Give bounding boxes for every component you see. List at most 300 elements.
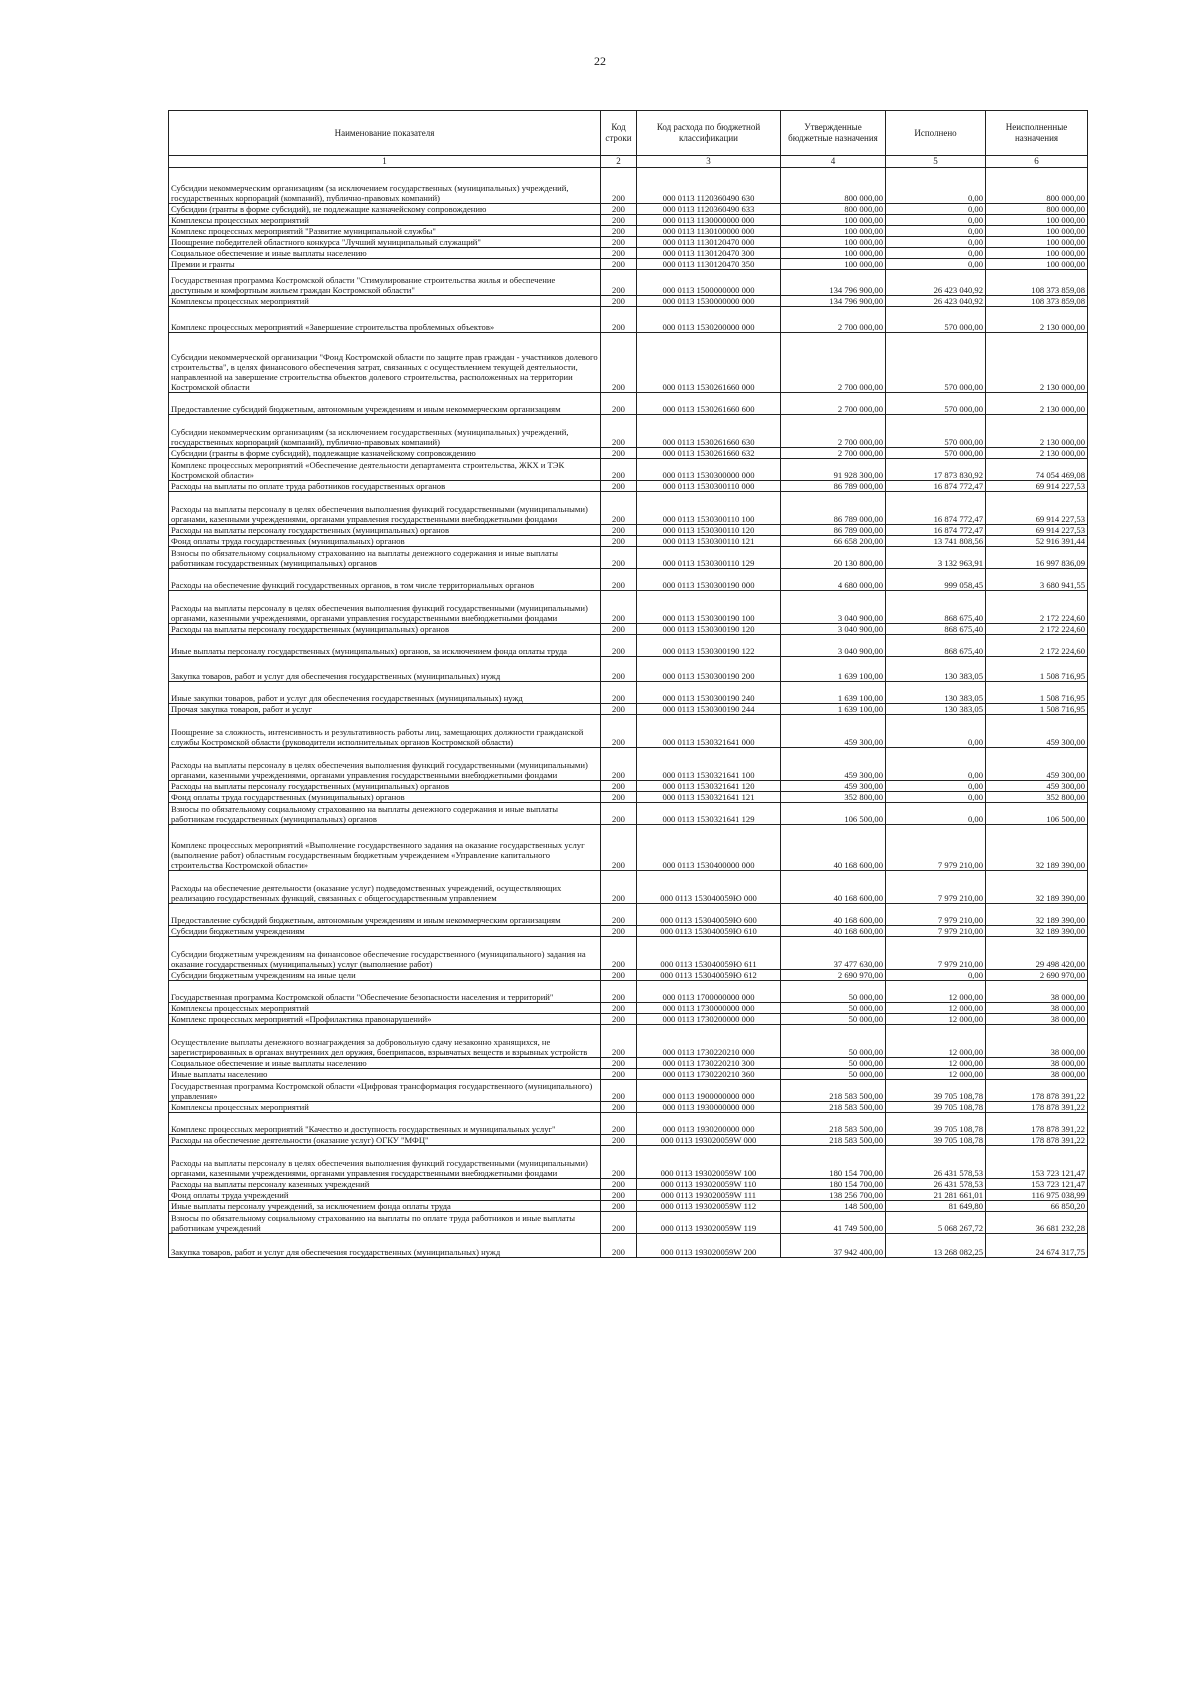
row-budget-code: 000 0113 1530261660 600 bbox=[637, 393, 781, 415]
row-approved-amount: 459 300,00 bbox=[781, 748, 886, 781]
row-unexecuted-amount: 800 000,00 bbox=[986, 204, 1088, 215]
row-approved-amount: 148 500,00 bbox=[781, 1201, 886, 1212]
row-unexecuted-amount: 106 500,00 bbox=[986, 803, 1088, 825]
table-row bbox=[169, 248, 1088, 259]
table-row bbox=[169, 448, 1088, 459]
row-unexecuted-amount: 2 130 000,00 bbox=[986, 448, 1088, 459]
row-line-code: 200 bbox=[601, 270, 637, 296]
row-line-code: 200 bbox=[601, 1025, 637, 1058]
row-approved-amount: 86 789 000,00 bbox=[781, 481, 886, 492]
row-approved-amount: 41 749 500,00 bbox=[781, 1212, 886, 1234]
row-approved-amount: 180 154 700,00 bbox=[781, 1179, 886, 1190]
row-approved-amount: 2 700 000,00 bbox=[781, 393, 886, 415]
row-budget-code: 000 0113 1730220210 360 bbox=[637, 1069, 781, 1080]
row-unexecuted-amount: 2 130 000,00 bbox=[986, 393, 1088, 415]
table-row bbox=[169, 682, 1088, 704]
row-line-code: 200 bbox=[601, 657, 637, 682]
row-line-code: 200 bbox=[601, 1102, 637, 1113]
table-header-row bbox=[169, 111, 1088, 156]
table-row bbox=[169, 393, 1088, 415]
row-unexecuted-amount: 38 000,00 bbox=[986, 1025, 1088, 1058]
table-row bbox=[169, 1025, 1088, 1058]
row-line-code: 200 bbox=[601, 803, 637, 825]
row-name-cell: Осуществление выплаты денежного вознаграждения за добровольную сдачу незаконно хранящихся, не зарегистрированных в органах внутренних дел оружия, боеприпасов, взрывчатых веществ и взрывных устройств bbox=[169, 1025, 601, 1058]
row-approved-amount: 40 168 600,00 bbox=[781, 926, 886, 937]
row-name-cell: Комплекс процессных мероприятий «Выполнение государственного задания на оказание государственных услуг (выполнение работ) областным государственным бюджетным учреждением «Управление капитального строительства Костромской области» bbox=[169, 825, 601, 871]
table-row bbox=[169, 415, 1088, 448]
table-row bbox=[169, 624, 1088, 635]
row-name-cell: Комплекс процессных мероприятий «Обеспечение деятельности департамента строительства, ЖКХ и ТЭК Костромской области» bbox=[169, 459, 601, 481]
row-executed-amount: 12 000,00 bbox=[886, 1003, 986, 1014]
row-budget-code: 000 0113 1530300190 120 bbox=[637, 624, 781, 635]
table-row bbox=[169, 981, 1088, 1003]
row-executed-amount: 16 874 772,47 bbox=[886, 492, 986, 525]
row-unexecuted-amount: 352 800,00 bbox=[986, 792, 1088, 803]
table-row bbox=[169, 296, 1088, 307]
row-line-code: 200 bbox=[601, 1179, 637, 1190]
row-unexecuted-amount: 153 723 121,47 bbox=[986, 1146, 1088, 1179]
row-unexecuted-amount: 32 189 390,00 bbox=[986, 825, 1088, 871]
table-row bbox=[169, 536, 1088, 547]
row-unexecuted-amount: 100 000,00 bbox=[986, 237, 1088, 248]
row-budget-code: 000 0113 1730220210 300 bbox=[637, 1058, 781, 1069]
table-row bbox=[169, 168, 1088, 204]
column-number: 2 bbox=[601, 156, 637, 168]
row-line-code: 200 bbox=[601, 448, 637, 459]
row-budget-code: 000 0113 153040059Ю 000 bbox=[637, 871, 781, 904]
row-unexecuted-amount: 459 300,00 bbox=[986, 781, 1088, 792]
row-unexecuted-amount: 800 000,00 bbox=[986, 168, 1088, 204]
row-approved-amount: 1 639 100,00 bbox=[781, 657, 886, 682]
row-budget-code: 000 0113 1530300000 000 bbox=[637, 459, 781, 481]
row-approved-amount: 40 168 600,00 bbox=[781, 825, 886, 871]
row-approved-amount: 86 789 000,00 bbox=[781, 525, 886, 536]
row-name-cell: Премии и гранты bbox=[169, 259, 601, 270]
row-approved-amount: 50 000,00 bbox=[781, 1025, 886, 1058]
table-row bbox=[169, 926, 1088, 937]
row-line-code: 200 bbox=[601, 981, 637, 1003]
row-executed-amount: 570 000,00 bbox=[886, 307, 986, 333]
row-unexecuted-amount: 100 000,00 bbox=[986, 248, 1088, 259]
row-name-cell: Взносы по обязательному социальному страхованию на выплаты по оплате труда работников и иные выплаты работникам учреждений bbox=[169, 1212, 601, 1234]
table-row bbox=[169, 1212, 1088, 1234]
table-row bbox=[169, 937, 1088, 970]
row-line-code: 200 bbox=[601, 226, 637, 237]
row-executed-amount: 39 705 108,78 bbox=[886, 1080, 986, 1102]
row-line-code: 200 bbox=[601, 591, 637, 624]
row-name-cell: Субсидии некоммерческим организациям (за исключением государственных (муниципальных) учреждений, государственных корпораций (компаний), публично-правовых компаний) bbox=[169, 168, 601, 204]
row-executed-amount: 26 423 040,92 bbox=[886, 270, 986, 296]
row-budget-code: 000 0113 1130100000 000 bbox=[637, 226, 781, 237]
row-line-code: 200 bbox=[601, 307, 637, 333]
row-unexecuted-amount: 3 680 941,55 bbox=[986, 569, 1088, 591]
row-name-cell: Поощрение победителей областного конкурса "Лучший муниципальный служащий" bbox=[169, 237, 601, 248]
row-name-cell: Государственная программа Костромской области "Стимулирование строительства жилья и обеспечение доступным и комфортным жильем граждан Костромской области" bbox=[169, 270, 601, 296]
row-approved-amount: 3 040 900,00 bbox=[781, 624, 886, 635]
table-row bbox=[169, 547, 1088, 569]
row-budget-code: 000 0113 1530300190 100 bbox=[637, 591, 781, 624]
row-approved-amount: 352 800,00 bbox=[781, 792, 886, 803]
table-row bbox=[169, 970, 1088, 981]
row-line-code: 200 bbox=[601, 237, 637, 248]
row-approved-amount: 2 700 000,00 bbox=[781, 307, 886, 333]
row-approved-amount: 50 000,00 bbox=[781, 981, 886, 1003]
row-budget-code: 000 0113 193020059W 112 bbox=[637, 1201, 781, 1212]
row-unexecuted-amount: 459 300,00 bbox=[986, 715, 1088, 748]
row-executed-amount: 12 000,00 bbox=[886, 981, 986, 1003]
row-executed-amount: 13 268 082,25 bbox=[886, 1234, 986, 1258]
table-row bbox=[169, 215, 1088, 226]
row-budget-code: 000 0113 1130120470 350 bbox=[637, 259, 781, 270]
row-name-cell: Расходы на выплаты персоналу государственных (муниципальных) органов bbox=[169, 624, 601, 635]
table-row bbox=[169, 525, 1088, 536]
row-approved-amount: 50 000,00 bbox=[781, 1003, 886, 1014]
row-name-cell: Комплекс процессных мероприятий "Качество и доступность государственных и муниципальных услуг" bbox=[169, 1113, 601, 1135]
row-name-cell: Расходы на обеспечение деятельности (оказание услуг) ОГКУ "МФЦ" bbox=[169, 1135, 601, 1146]
row-budget-code: 000 0113 1530300110 121 bbox=[637, 536, 781, 547]
row-approved-amount: 218 583 500,00 bbox=[781, 1080, 886, 1102]
row-approved-amount: 100 000,00 bbox=[781, 226, 886, 237]
row-name-cell: Расходы на обеспечение функций государственных органов, в том числе территориальных органов bbox=[169, 569, 601, 591]
header-name: Наименование показателя bbox=[169, 111, 601, 156]
row-name-cell: Фонд оплаты труда учреждений bbox=[169, 1190, 601, 1201]
table-row bbox=[169, 569, 1088, 591]
table-row bbox=[169, 748, 1088, 781]
row-name-cell: Комплексы процессных мероприятий bbox=[169, 296, 601, 307]
row-unexecuted-amount: 2 172 224,60 bbox=[986, 624, 1088, 635]
row-unexecuted-amount: 36 681 232,28 bbox=[986, 1212, 1088, 1234]
table-row bbox=[169, 1102, 1088, 1113]
row-executed-amount: 0,00 bbox=[886, 259, 986, 270]
table-row bbox=[169, 481, 1088, 492]
budget-execution-table bbox=[168, 110, 1088, 1258]
row-unexecuted-amount: 2 130 000,00 bbox=[986, 333, 1088, 393]
table-body bbox=[169, 168, 1088, 1258]
row-unexecuted-amount: 1 508 716,95 bbox=[986, 704, 1088, 715]
table-row bbox=[169, 1135, 1088, 1146]
row-unexecuted-amount: 2 690 970,00 bbox=[986, 970, 1088, 981]
table-row bbox=[169, 704, 1088, 715]
row-approved-amount: 40 168 600,00 bbox=[781, 871, 886, 904]
row-line-code: 200 bbox=[601, 333, 637, 393]
row-budget-code: 000 0113 1530321641 129 bbox=[637, 803, 781, 825]
row-budget-code: 000 0113 1530261660 632 bbox=[637, 448, 781, 459]
row-budget-code: 000 0113 153040059Ю 610 bbox=[637, 926, 781, 937]
row-name-cell: Комплекс процессных мероприятий "Развитие муниципальной службы" bbox=[169, 226, 601, 237]
row-unexecuted-amount: 66 850,20 bbox=[986, 1201, 1088, 1212]
header-line-code: Код строки bbox=[601, 111, 637, 156]
page-number: 22 bbox=[594, 54, 606, 68]
row-executed-amount: 130 383,05 bbox=[886, 657, 986, 682]
row-name-cell: Социальное обеспечение и иные выплаты населению bbox=[169, 1058, 601, 1069]
row-line-code: 200 bbox=[601, 1135, 637, 1146]
table-row bbox=[169, 1234, 1088, 1258]
row-line-code: 200 bbox=[601, 1058, 637, 1069]
row-unexecuted-amount: 52 916 391,44 bbox=[986, 536, 1088, 547]
row-name-cell: Закупка товаров, работ и услуг для обеспечения государственных (муниципальных) нужд bbox=[169, 1234, 601, 1258]
row-budget-code: 000 0113 1730220210 000 bbox=[637, 1025, 781, 1058]
row-executed-amount: 7 979 210,00 bbox=[886, 937, 986, 970]
row-executed-amount: 570 000,00 bbox=[886, 333, 986, 393]
row-name-cell: Комплекс процессных мероприятий «Профилактика правонарушений» bbox=[169, 1014, 601, 1025]
table-row bbox=[169, 1201, 1088, 1212]
row-name-cell: Субсидии (гранты в форме субсидий), подлежащие казначейскому сопровождению bbox=[169, 448, 601, 459]
row-line-code: 200 bbox=[601, 215, 637, 226]
row-name-cell: Иные выплаты населению bbox=[169, 1069, 601, 1080]
row-approved-amount: 1 639 100,00 bbox=[781, 704, 886, 715]
row-line-code: 200 bbox=[601, 825, 637, 871]
row-line-code: 200 bbox=[601, 635, 637, 657]
row-executed-amount: 81 649,80 bbox=[886, 1201, 986, 1212]
row-executed-amount: 7 979 210,00 bbox=[886, 926, 986, 937]
row-budget-code: 000 0113 1730000000 000 bbox=[637, 1003, 781, 1014]
row-budget-code: 000 0113 1530321641 121 bbox=[637, 792, 781, 803]
row-approved-amount: 4 680 000,00 bbox=[781, 569, 886, 591]
row-budget-code: 000 0113 1530300190 200 bbox=[637, 657, 781, 682]
column-number: 3 bbox=[637, 156, 781, 168]
table-row bbox=[169, 307, 1088, 333]
row-budget-code: 000 0113 1530321641 100 bbox=[637, 748, 781, 781]
row-executed-amount: 39 705 108,78 bbox=[886, 1135, 986, 1146]
row-budget-code: 000 0113 153040059Ю 600 bbox=[637, 904, 781, 926]
row-approved-amount: 2 700 000,00 bbox=[781, 333, 886, 393]
row-name-cell: Субсидии бюджетным учреждениям на иные цели bbox=[169, 970, 601, 981]
table-row bbox=[169, 226, 1088, 237]
column-number: 5 bbox=[886, 156, 986, 168]
row-unexecuted-amount: 116 975 038,99 bbox=[986, 1190, 1088, 1201]
header-executed: Исполнено bbox=[886, 111, 986, 156]
row-unexecuted-amount: 178 878 391,22 bbox=[986, 1113, 1088, 1135]
row-name-cell: Расходы на выплаты персоналу в целях обеспечения выполнения функций государственными (муниципальными) органами, казенными учреждениями, органами управления государственными внебюджетными фондами bbox=[169, 1146, 601, 1179]
row-approved-amount: 218 583 500,00 bbox=[781, 1135, 886, 1146]
table-row bbox=[169, 204, 1088, 215]
row-line-code: 200 bbox=[601, 481, 637, 492]
row-executed-amount: 0,00 bbox=[886, 215, 986, 226]
row-executed-amount: 12 000,00 bbox=[886, 1069, 986, 1080]
row-unexecuted-amount: 153 723 121,47 bbox=[986, 1179, 1088, 1190]
column-number-row bbox=[169, 156, 1088, 168]
row-budget-code: 000 0113 1530321641 000 bbox=[637, 715, 781, 748]
column-number: 4 bbox=[781, 156, 886, 168]
row-name-cell: Субсидии некоммерческой организации "Фонд Костромской области по защите прав граждан - участников долевого строительства", в целях финансового обеспечения затрат, связанных с осуществлением текущей деятельности, направленной на завершение строительства объектов долевого строительства, расположенных на территории Костромской области bbox=[169, 333, 601, 393]
row-unexecuted-amount: 29 498 420,00 bbox=[986, 937, 1088, 970]
table-row bbox=[169, 237, 1088, 248]
row-executed-amount: 0,00 bbox=[886, 168, 986, 204]
row-line-code: 200 bbox=[601, 1201, 637, 1212]
row-executed-amount: 7 979 210,00 bbox=[886, 871, 986, 904]
row-approved-amount: 50 000,00 bbox=[781, 1058, 886, 1069]
row-line-code: 200 bbox=[601, 1014, 637, 1025]
row-name-cell: Субсидии (гранты в форме субсидий), не подлежащие казначейскому сопровождению bbox=[169, 204, 601, 215]
row-name-cell: Прочая закупка товаров, работ и услуг bbox=[169, 704, 601, 715]
row-unexecuted-amount: 38 000,00 bbox=[986, 981, 1088, 1003]
row-line-code: 200 bbox=[601, 525, 637, 536]
row-approved-amount: 106 500,00 bbox=[781, 803, 886, 825]
table-row bbox=[169, 333, 1088, 393]
row-budget-code: 000 0113 1530300190 244 bbox=[637, 704, 781, 715]
row-approved-amount: 100 000,00 bbox=[781, 259, 886, 270]
row-name-cell: Расходы на выплаты персоналу государственных (муниципальных) органов bbox=[169, 781, 601, 792]
row-line-code: 200 bbox=[601, 970, 637, 981]
row-approved-amount: 50 000,00 bbox=[781, 1069, 886, 1080]
row-budget-code: 000 0113 193020059W 110 bbox=[637, 1179, 781, 1190]
row-name-cell: Поощрение за сложность, интенсивность и результативность работы лиц, замещающих должности гражданской службы Костромской области (руководители исполнительных органов Костромской области) bbox=[169, 715, 601, 748]
row-line-code: 200 bbox=[601, 937, 637, 970]
row-approved-amount: 100 000,00 bbox=[781, 248, 886, 259]
row-unexecuted-amount: 178 878 391,22 bbox=[986, 1135, 1088, 1146]
row-executed-amount: 570 000,00 bbox=[886, 393, 986, 415]
row-executed-amount: 12 000,00 bbox=[886, 1025, 986, 1058]
table-row bbox=[169, 635, 1088, 657]
table-row bbox=[169, 781, 1088, 792]
row-executed-amount: 26 431 578,53 bbox=[886, 1146, 986, 1179]
row-approved-amount: 100 000,00 bbox=[781, 215, 886, 226]
row-budget-code: 000 0113 1530300190 122 bbox=[637, 635, 781, 657]
row-line-code: 200 bbox=[601, 1146, 637, 1179]
row-unexecuted-amount: 16 997 836,09 bbox=[986, 547, 1088, 569]
row-unexecuted-amount: 459 300,00 bbox=[986, 748, 1088, 781]
row-budget-code: 000 0113 1500000000 000 bbox=[637, 270, 781, 296]
row-name-cell: Взносы по обязательному социальному страхованию на выплаты денежного содержания и иные выплаты работникам государственных (муниципальных) органов bbox=[169, 803, 601, 825]
table-row bbox=[169, 591, 1088, 624]
row-approved-amount: 50 000,00 bbox=[781, 1014, 886, 1025]
row-unexecuted-amount: 38 000,00 bbox=[986, 1069, 1088, 1080]
row-line-code: 200 bbox=[601, 781, 637, 792]
row-approved-amount: 66 658 200,00 bbox=[781, 536, 886, 547]
row-budget-code: 000 0113 1730200000 000 bbox=[637, 1014, 781, 1025]
table-row bbox=[169, 1069, 1088, 1080]
table-row bbox=[169, 825, 1088, 871]
row-name-cell: Расходы на выплаты персоналу казенных учреждений bbox=[169, 1179, 601, 1190]
row-approved-amount: 218 583 500,00 bbox=[781, 1113, 886, 1135]
row-name-cell: Расходы на выплаты по оплате труда работников государственных органов bbox=[169, 481, 601, 492]
table-row bbox=[169, 1146, 1088, 1179]
row-name-cell: Субсидии бюджетным учреждениям на финансовое обеспечение государственного (муниципального) задания на оказание государственных (муниципальных) услуг (выполнение работ) bbox=[169, 937, 601, 970]
row-budget-code: 000 0113 1120360490 630 bbox=[637, 168, 781, 204]
row-unexecuted-amount: 69 914 227,53 bbox=[986, 525, 1088, 536]
table-row bbox=[169, 803, 1088, 825]
row-line-code: 200 bbox=[601, 704, 637, 715]
row-unexecuted-amount: 1 508 716,95 bbox=[986, 657, 1088, 682]
row-unexecuted-amount: 1 508 716,95 bbox=[986, 682, 1088, 704]
table-row bbox=[169, 270, 1088, 296]
row-approved-amount: 40 168 600,00 bbox=[781, 904, 886, 926]
row-approved-amount: 459 300,00 bbox=[781, 781, 886, 792]
row-approved-amount: 2 700 000,00 bbox=[781, 415, 886, 448]
row-unexecuted-amount: 108 373 859,08 bbox=[986, 296, 1088, 307]
row-executed-amount: 868 675,40 bbox=[886, 635, 986, 657]
row-budget-code: 000 0113 1130120470 300 bbox=[637, 248, 781, 259]
header-approved: Утвержденные бюджетные назначения bbox=[781, 111, 886, 156]
header-unexecuted: Неисполненные назначения bbox=[986, 111, 1088, 156]
row-name-cell: Социальное обеспечение и иные выплаты населению bbox=[169, 248, 601, 259]
row-executed-amount: 0,00 bbox=[886, 715, 986, 748]
table-row bbox=[169, 1179, 1088, 1190]
row-name-cell: Расходы на выплаты персоналу в целях обеспечения выполнения функций государственными (муниципальными) органами, казенными учреждениями, органами управления государственными внебюджетными фондами bbox=[169, 492, 601, 525]
row-line-code: 200 bbox=[601, 682, 637, 704]
table-row bbox=[169, 871, 1088, 904]
row-unexecuted-amount: 69 914 227,53 bbox=[986, 481, 1088, 492]
row-budget-code: 000 0113 1530300190 000 bbox=[637, 569, 781, 591]
row-name-cell: Субсидии некоммерческим организациям (за исключением государственных (муниципальных) учреждений, государственных корпораций (компаний), публично-правовых компаний) bbox=[169, 415, 601, 448]
row-executed-amount: 0,00 bbox=[886, 803, 986, 825]
row-line-code: 200 bbox=[601, 871, 637, 904]
row-executed-amount: 7 979 210,00 bbox=[886, 825, 986, 871]
row-budget-code: 000 0113 193020059W 000 bbox=[637, 1135, 781, 1146]
row-name-cell: Комплексы процессных мероприятий bbox=[169, 1003, 601, 1014]
row-approved-amount: 3 040 900,00 bbox=[781, 635, 886, 657]
row-executed-amount: 7 979 210,00 bbox=[886, 904, 986, 926]
row-approved-amount: 138 256 700,00 bbox=[781, 1190, 886, 1201]
row-name-cell: Расходы на выплаты персоналу государственных (муниципальных) органов bbox=[169, 525, 601, 536]
row-name-cell: Закупка товаров, работ и услуг для обеспечения государственных (муниципальных) нужд bbox=[169, 657, 601, 682]
table-row bbox=[169, 1113, 1088, 1135]
row-executed-amount: 16 874 772,47 bbox=[886, 525, 986, 536]
row-approved-amount: 37 477 630,00 bbox=[781, 937, 886, 970]
row-budget-code: 000 0113 1530300110 000 bbox=[637, 481, 781, 492]
row-name-cell: Расходы на выплаты персоналу в целях обеспечения выполнения функций государственными (муниципальными) органами, казенными учреждениями, органами управления государственными внебюджетными фондами bbox=[169, 591, 601, 624]
table-row bbox=[169, 459, 1088, 481]
row-name-cell: Государственная программа Костромской области "Обеспечение безопасности населения и территорий" bbox=[169, 981, 601, 1003]
row-line-code: 200 bbox=[601, 536, 637, 547]
row-line-code: 200 bbox=[601, 1003, 637, 1014]
row-unexecuted-amount: 2 172 224,60 bbox=[986, 591, 1088, 624]
row-budget-code: 000 0113 1530321641 120 bbox=[637, 781, 781, 792]
row-unexecuted-amount: 38 000,00 bbox=[986, 1003, 1088, 1014]
row-line-code: 200 bbox=[601, 415, 637, 448]
row-unexecuted-amount: 32 189 390,00 bbox=[986, 871, 1088, 904]
row-budget-code: 000 0113 1530300190 240 bbox=[637, 682, 781, 704]
row-executed-amount: 0,00 bbox=[886, 792, 986, 803]
row-unexecuted-amount: 32 189 390,00 bbox=[986, 904, 1088, 926]
row-budget-code: 000 0113 1530000000 000 bbox=[637, 296, 781, 307]
row-line-code: 200 bbox=[601, 1190, 637, 1201]
row-line-code: 200 bbox=[601, 259, 637, 270]
row-line-code: 200 bbox=[601, 1212, 637, 1234]
table-row bbox=[169, 1080, 1088, 1102]
row-approved-amount: 2 700 000,00 bbox=[781, 448, 886, 459]
row-executed-amount: 0,00 bbox=[886, 781, 986, 792]
row-name-cell: Фонд оплаты труда государственных (муниципальных) органов bbox=[169, 536, 601, 547]
row-executed-amount: 12 000,00 bbox=[886, 1058, 986, 1069]
row-unexecuted-amount: 178 878 391,22 bbox=[986, 1080, 1088, 1102]
row-approved-amount: 37 942 400,00 bbox=[781, 1234, 886, 1258]
row-approved-amount: 86 789 000,00 bbox=[781, 492, 886, 525]
row-budget-code: 000 0113 153040059Ю 611 bbox=[637, 937, 781, 970]
row-executed-amount: 0,00 bbox=[886, 748, 986, 781]
row-executed-amount: 570 000,00 bbox=[886, 415, 986, 448]
row-approved-amount: 3 040 900,00 bbox=[781, 591, 886, 624]
row-line-code: 200 bbox=[601, 168, 637, 204]
row-approved-amount: 180 154 700,00 bbox=[781, 1146, 886, 1179]
row-executed-amount: 3 132 963,91 bbox=[886, 547, 986, 569]
row-line-code: 200 bbox=[601, 792, 637, 803]
row-executed-amount: 16 874 772,47 bbox=[886, 481, 986, 492]
table-row bbox=[169, 715, 1088, 748]
row-approved-amount: 2 690 970,00 bbox=[781, 970, 886, 981]
row-executed-amount: 570 000,00 bbox=[886, 448, 986, 459]
row-budget-code: 000 0113 1530200000 000 bbox=[637, 307, 781, 333]
row-executed-amount: 0,00 bbox=[886, 226, 986, 237]
row-budget-code: 000 0113 1530300110 129 bbox=[637, 547, 781, 569]
row-budget-code: 000 0113 1530261660 000 bbox=[637, 333, 781, 393]
row-budget-code: 000 0113 1900000000 000 bbox=[637, 1080, 781, 1102]
row-executed-amount: 12 000,00 bbox=[886, 1014, 986, 1025]
row-unexecuted-amount: 32 189 390,00 bbox=[986, 926, 1088, 937]
row-name-cell: Предоставление субсидий бюджетным, автономным учреждениям и иным некоммерческим организациям bbox=[169, 904, 601, 926]
row-approved-amount: 134 796 900,00 bbox=[781, 270, 886, 296]
row-executed-amount: 5 068 267,72 bbox=[886, 1212, 986, 1234]
